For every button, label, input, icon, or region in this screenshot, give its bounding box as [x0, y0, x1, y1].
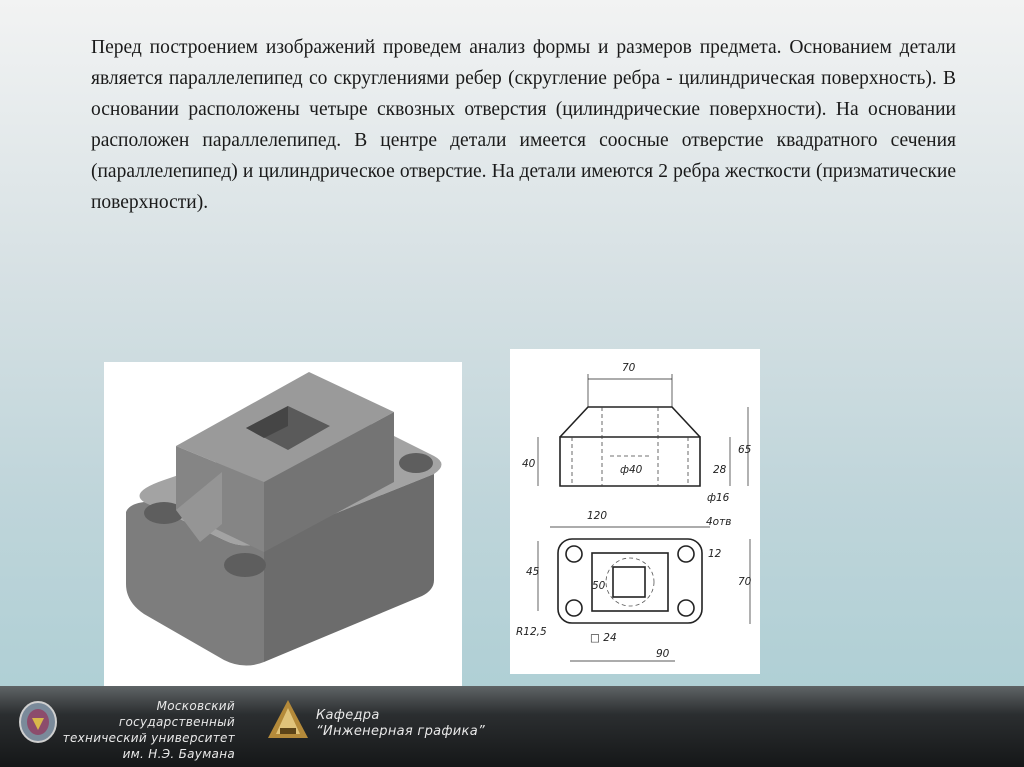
dim-phi40: ф40	[620, 464, 643, 476]
dim-r12-5: R12,5	[516, 626, 547, 638]
department-logo-icon	[266, 698, 310, 744]
dim-65: 65	[738, 444, 752, 456]
orthographic-views	[510, 349, 760, 674]
dim-12: 12	[708, 548, 722, 560]
isometric-part-illustration	[104, 362, 462, 688]
dim-28: 28	[713, 464, 727, 476]
dim-70-right: 70	[738, 576, 752, 588]
base-hole-right	[399, 453, 433, 473]
model-render-image	[104, 362, 462, 688]
university-emblem-icon	[18, 700, 58, 744]
base-hole-front	[224, 553, 266, 577]
department-name: Кафедра “Инженерная графика”	[316, 708, 486, 739]
dim-phi16: ф16	[707, 492, 730, 504]
dim-120: 120	[587, 510, 608, 522]
dim-70-top: 70	[622, 362, 636, 374]
dim-45: 45	[526, 566, 540, 578]
dim-90: 90	[656, 648, 670, 660]
body-paragraph: Перед построением изображений проведем анализ формы и размеров предмета. Основанием детали является параллелепипед со скруглениями ребер (скругление ребра - цилиндрическая поверхность). В основании расположены четыре сквозных отверстия (цилиндрические поверхности). На основании расположен параллелепипед. В центре детали имеется соосные отверстие квадратного сечения (параллелепипед) и цилиндрическое отверстие. На детали имеются 2 ребра жесткости (призматические поверхности).	[91, 37, 956, 213]
dim-sq24: □ 24	[590, 632, 617, 644]
dim-50: 50	[592, 580, 606, 592]
dim-4otv: 4отв	[706, 516, 732, 528]
university-name: Московский государственный технический университет им. Н.Э. Баумана	[62, 699, 235, 761]
dim-40: 40	[522, 458, 536, 470]
footer-bar	[0, 686, 1024, 767]
technical-drawing	[510, 349, 760, 674]
front-view-outline	[560, 437, 700, 486]
